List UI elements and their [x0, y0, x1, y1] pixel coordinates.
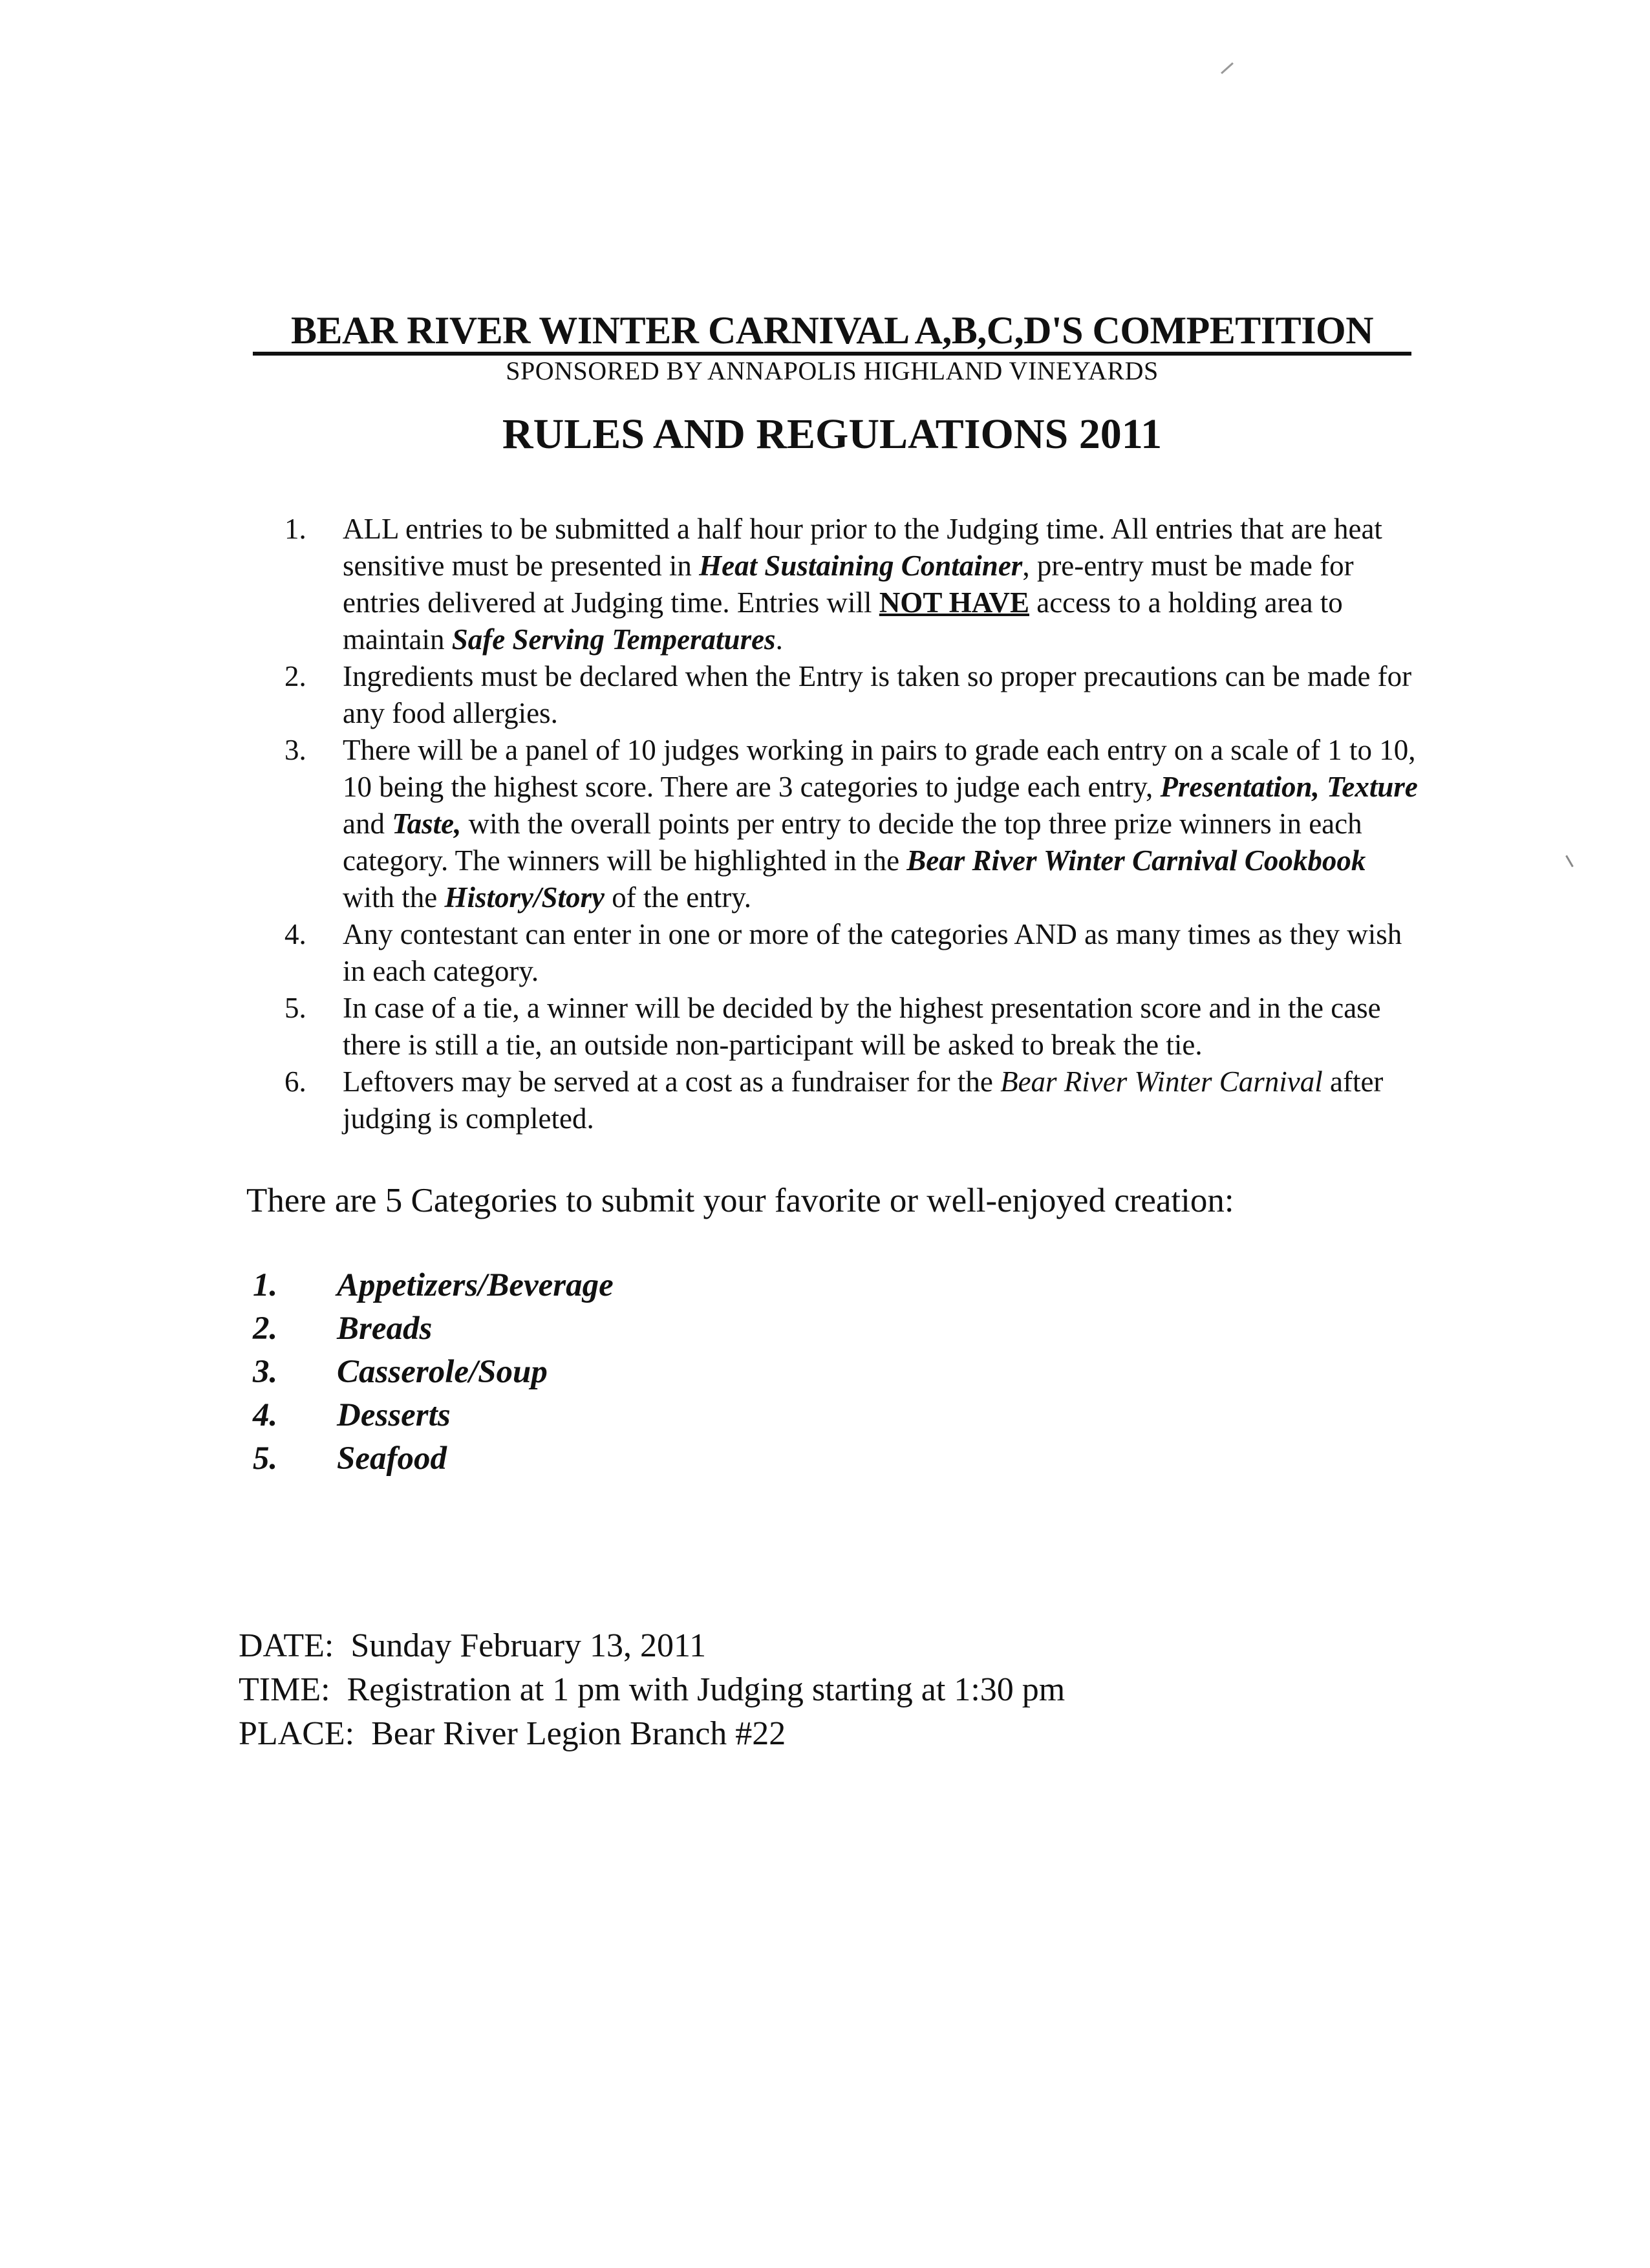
- rule-text-run: In case of a tie, a winner will be decided by the highest presentation score and in the case there is still a tie, an outside non-participant will be asked to break the tie.: [343, 992, 1381, 1061]
- rule-item: [284, 990, 1422, 1064]
- category-label: Appetizers/Beverage: [337, 1267, 614, 1303]
- category-number: 4.: [253, 1397, 278, 1433]
- category-label: Seafood: [337, 1440, 447, 1477]
- rule-text-run: Leftovers may be served at a cost as a fundraiser for the: [343, 1065, 1001, 1098]
- rule-text-run: Any contestant can enter in one or more of the categories AND as many times as they wish in each category.: [343, 918, 1402, 987]
- rule-number: 6.: [284, 1065, 306, 1098]
- rule-number: 1.: [284, 513, 306, 545]
- event-time: [239, 1668, 1065, 1712]
- rule-item: [284, 658, 1422, 732]
- time-label: TIME:: [239, 1671, 330, 1708]
- category-label: Desserts: [337, 1397, 451, 1433]
- rule-text-run: , pre-entry must be made for entries delivered at Judging time. Entries will: [343, 550, 1354, 619]
- category-label: Breads: [337, 1311, 433, 1347]
- rule-text-run: Ingredients must be declared when the Entry is taken so proper precautions can be made for any food allergies.: [343, 660, 1412, 729]
- rule-item: [284, 511, 1422, 658]
- category-number: 3.: [253, 1354, 278, 1390]
- rule-emphasis: History/Story: [444, 881, 605, 914]
- categories-list: [253, 1264, 614, 1481]
- category-item: [253, 1351, 614, 1394]
- category-item: [253, 1394, 614, 1437]
- category-item: [253, 1437, 614, 1481]
- rule-emphasis: Safe Serving Temperatures: [451, 623, 776, 656]
- rule-emphasis: Heat Sustaining Container: [699, 550, 1023, 582]
- category-number: 1.: [253, 1267, 278, 1303]
- event-details: [239, 1624, 1065, 1756]
- rule-text: [343, 990, 1422, 1064]
- rule-number: 4.: [284, 918, 306, 950]
- rule-text: [343, 732, 1422, 916]
- place-value: Bear River Legion Branch #22: [371, 1715, 786, 1752]
- stray-pen-mark: [1221, 62, 1234, 74]
- rule-text-run: after judging is completed.: [343, 1065, 1384, 1135]
- category-label: Casserole/Soup: [337, 1354, 548, 1390]
- category-item: [253, 1307, 614, 1351]
- rule-item: [284, 916, 1422, 990]
- categories-intro: There are 5 Categories to submit your favorite or well-enjoyed creation:: [246, 1182, 1234, 1219]
- rule-text-run: with the: [343, 881, 445, 914]
- rule-emphasis: NOT HAVE: [879, 586, 1029, 619]
- rule-text-run: of the entry.: [605, 881, 752, 914]
- rule-emphasis: Presentation, Texture: [1160, 771, 1418, 803]
- rule-text-run: .: [775, 623, 783, 656]
- category-item: [253, 1264, 614, 1307]
- rule-item: [284, 1064, 1422, 1137]
- rule-number: 2.: [284, 660, 306, 692]
- rule-number: 3.: [284, 734, 306, 766]
- rule-text-run: with the overall points per entry to decide the top three prize winners in each category. The winners will be highlighted in the: [343, 808, 1362, 877]
- rule-emphasis: Taste,: [392, 808, 462, 840]
- event-date: [239, 1624, 1065, 1668]
- rule-number: 5.: [284, 992, 306, 1024]
- rule-text: [343, 511, 1422, 658]
- stray-pen-mark: [1565, 855, 1574, 868]
- document-title: BEAR RIVER WINTER CARNIVAL A,B,C,D'S COMPETITION: [253, 309, 1411, 356]
- place-label: PLACE:: [239, 1715, 355, 1752]
- rule-emphasis: Bear River Winter Carnival Cookbook: [906, 844, 1366, 877]
- category-number: 5.: [253, 1440, 278, 1477]
- time-value: Registration at 1 pm with Judging starting at 1:30 pm: [347, 1671, 1066, 1708]
- rule-emphasis: Bear River Winter Carnival: [1000, 1065, 1323, 1098]
- category-number: 2.: [253, 1311, 278, 1347]
- sponsor-line: SPONSORED BY ANNAPOLIS HIGHLAND VINEYARDS: [506, 356, 1159, 385]
- rule-text: [343, 1064, 1422, 1137]
- rule-text-run: access to a holding area to maintain: [343, 586, 1343, 656]
- rule-text-run: ALL entries to be submitted a half hour prior to the Judging time. All entries that are heat sensitive must be presented in: [343, 513, 1382, 582]
- event-place: [239, 1712, 1065, 1756]
- rules-heading: RULES AND REGULATIONS 2011: [502, 411, 1162, 458]
- rules-list: [284, 511, 1422, 1137]
- rule-text: [343, 658, 1422, 732]
- rule-text-run: and: [343, 808, 392, 840]
- date-value: Sunday February 13, 2011: [350, 1627, 707, 1664]
- rule-text: [343, 916, 1422, 990]
- date-label: DATE:: [239, 1627, 334, 1664]
- rule-text-run: There will be a panel of 10 judges working in pairs to grade each entry on a scale of 1 to 10, 10 being the highest score. There are 3 categories to judge each entry,: [343, 734, 1416, 803]
- rule-item: [284, 732, 1422, 916]
